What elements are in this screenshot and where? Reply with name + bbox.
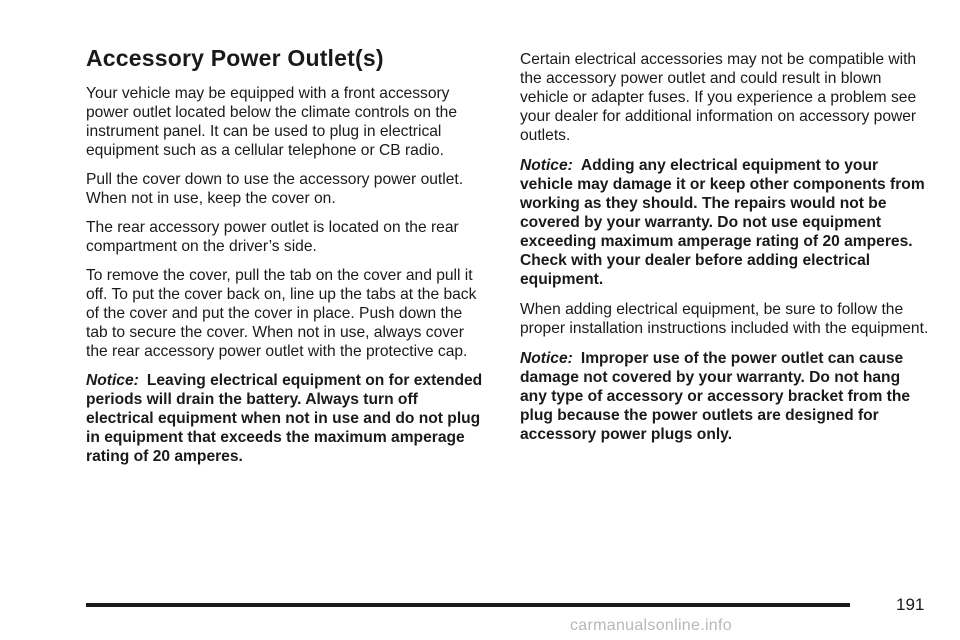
installation-paragraph: When adding electrical equipment, be sure to follow the proper installation instructions included with the equipment. xyxy=(520,301,929,337)
watermark: carmanualsonline.info xyxy=(570,617,732,634)
intro-paragraph: Your vehicle may be equipped with a front accessory power outlet located below the climate controls on the instrument panel. It can be used to plug in electrical equipment such as a cellular telephone or CB radio. xyxy=(86,85,457,159)
notice-text: Adding any electrical equipment to your vehicle may damage it or keep other components from working as they should. The repairs would not be covered by your warranty. Do not use equipment exceeding maximum amperage rating of 20 amperes. Check with your dealer before adding electrical equipment. xyxy=(520,157,925,288)
footer-rule xyxy=(86,603,850,607)
section-title: Accessory Power Outlet(s) xyxy=(86,45,384,71)
battery-notice xyxy=(86,371,486,466)
notice-text: Improper use of the power outlet can cause damage not covered by your warranty. Do not hang any type of accessory or accessory bracket from the plug because the power outlets are designed for accessory power plugs only. xyxy=(520,350,911,443)
notice-text: Leaving electrical equipment on for extended periods will drain the battery. Always turn off electrical equipment when not in use and do not plug in equipment that exceeds the maximum amperage rating of 20 amperes. xyxy=(86,372,483,465)
cover-paragraph: Pull the cover down to use the accessory power outlet. When not in use, keep the cover on. xyxy=(86,171,464,207)
remove-cover-paragraph: To remove the cover, pull the tab on the cover and pull it off. To put the cover back on, line up the tabs at the back of the cover and put the cover in place. Push down the tab to secure the cover. When not in use, always cover the rear accessory power outlet with the protective cap. xyxy=(86,267,477,360)
notice-label: Notice: xyxy=(520,350,573,367)
right-column xyxy=(520,44,930,455)
page-number: 191 xyxy=(896,595,925,614)
notice-label: Notice: xyxy=(86,372,139,389)
rear-outlet-paragraph: The rear accessory power outlet is located on the rear compartment on the driver’s side. xyxy=(86,219,459,255)
compatibility-paragraph: Certain electrical accessories may not be compatible with the accessory power outlet and could result in blown vehicle or adapter fuses. If you experience a problem see your dealer for additional information on accessory power outlets. xyxy=(520,51,917,144)
improper-use-notice xyxy=(520,349,930,444)
notice-label: Notice: xyxy=(520,157,573,174)
left-column xyxy=(86,44,486,476)
equipment-notice xyxy=(520,156,930,289)
